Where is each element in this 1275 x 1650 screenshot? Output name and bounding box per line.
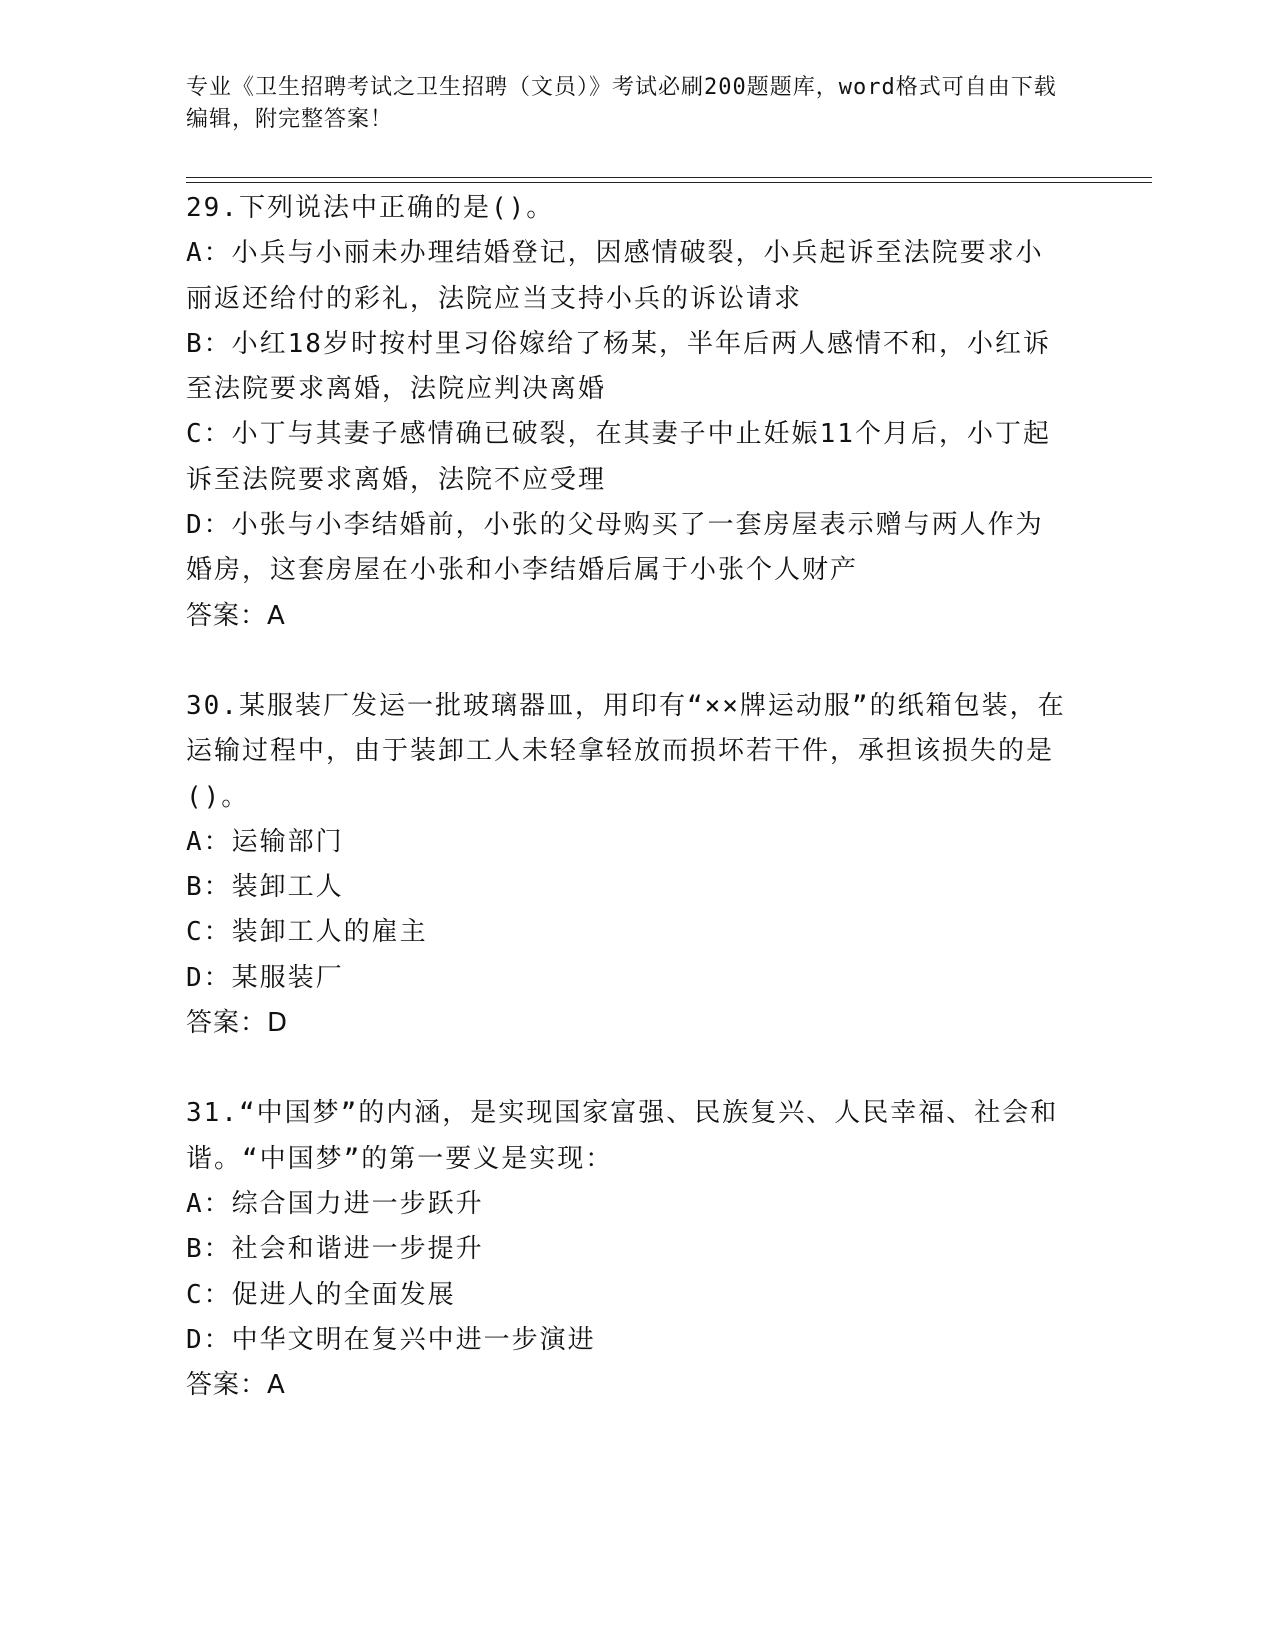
- document-header: [186, 72, 1066, 136]
- header-divider-top: [186, 177, 1152, 178]
- option-b: B：小红18岁时按村里习俗嫁给了杨某，半年后两人感情不和，小红诉至法院要求离婚，法院应判决离婚: [186, 328, 1051, 405]
- option-b: B：社会和谐进一步提升: [186, 1234, 484, 1265]
- option-a: A：综合国力进一步跃升: [186, 1188, 484, 1219]
- option-d: D：中华文明在复兴中进一步演进: [186, 1324, 596, 1355]
- header-divider-bottom: [186, 182, 1152, 183]
- question-30: [186, 684, 1066, 1046]
- question-29: [186, 186, 1066, 639]
- option-d: D：小张与小李结婚前，小张的父母购买了一套房屋表示赠与两人作为婚房，这套房屋在小张和小李结婚后属于小张个人财产: [186, 510, 1044, 586]
- option-c: C：装卸工人的雇主: [186, 917, 428, 948]
- option-d: D：某服装厂: [186, 962, 344, 993]
- answer-text: 答案：A: [186, 600, 286, 631]
- answer-text: 答案：A: [186, 1370, 286, 1401]
- answer-text: 答案：D: [186, 1008, 289, 1039]
- question-list: [186, 186, 1066, 1408]
- option-c: C：促进人的全面发展: [186, 1279, 456, 1310]
- question-stem: 31.“中国梦”的内涵，是实现国家富强、民族复兴、人民幸福、社会和谐。“中国梦”的第一要义是实现：: [186, 1098, 1059, 1174]
- option-a: A：运输部门: [186, 826, 344, 857]
- question-31: [186, 1091, 1066, 1408]
- question-stem: 29.下列说法中正确的是()。: [186, 193, 555, 223]
- question-stem: 30.某服装厂发运一批玻璃器皿，用印有“××牌运动服”的纸箱包装，在运输过程中，由于装卸工人未轻拿轻放而损坏若干件，承担该损失的是()。: [186, 690, 1066, 812]
- option-b: B：装卸工人: [186, 872, 344, 903]
- option-a: A：小兵与小丽未办理结婚登记，因感情破裂，小兵起诉至法院要求小丽返还给付的彩礼，法院应当支持小兵的诉讼请求: [186, 238, 1044, 314]
- header-text: 专业《卫生招聘考试之卫生招聘（文员）》考试必刷200题题库，word格式可自由下载编辑，附完整答案！: [186, 75, 1057, 132]
- option-c: C：小丁与其妻子感情确已破裂，在其妻子中止妊娠11个月后，小丁起诉至法院要求离婚，法院不应受理: [186, 419, 1051, 495]
